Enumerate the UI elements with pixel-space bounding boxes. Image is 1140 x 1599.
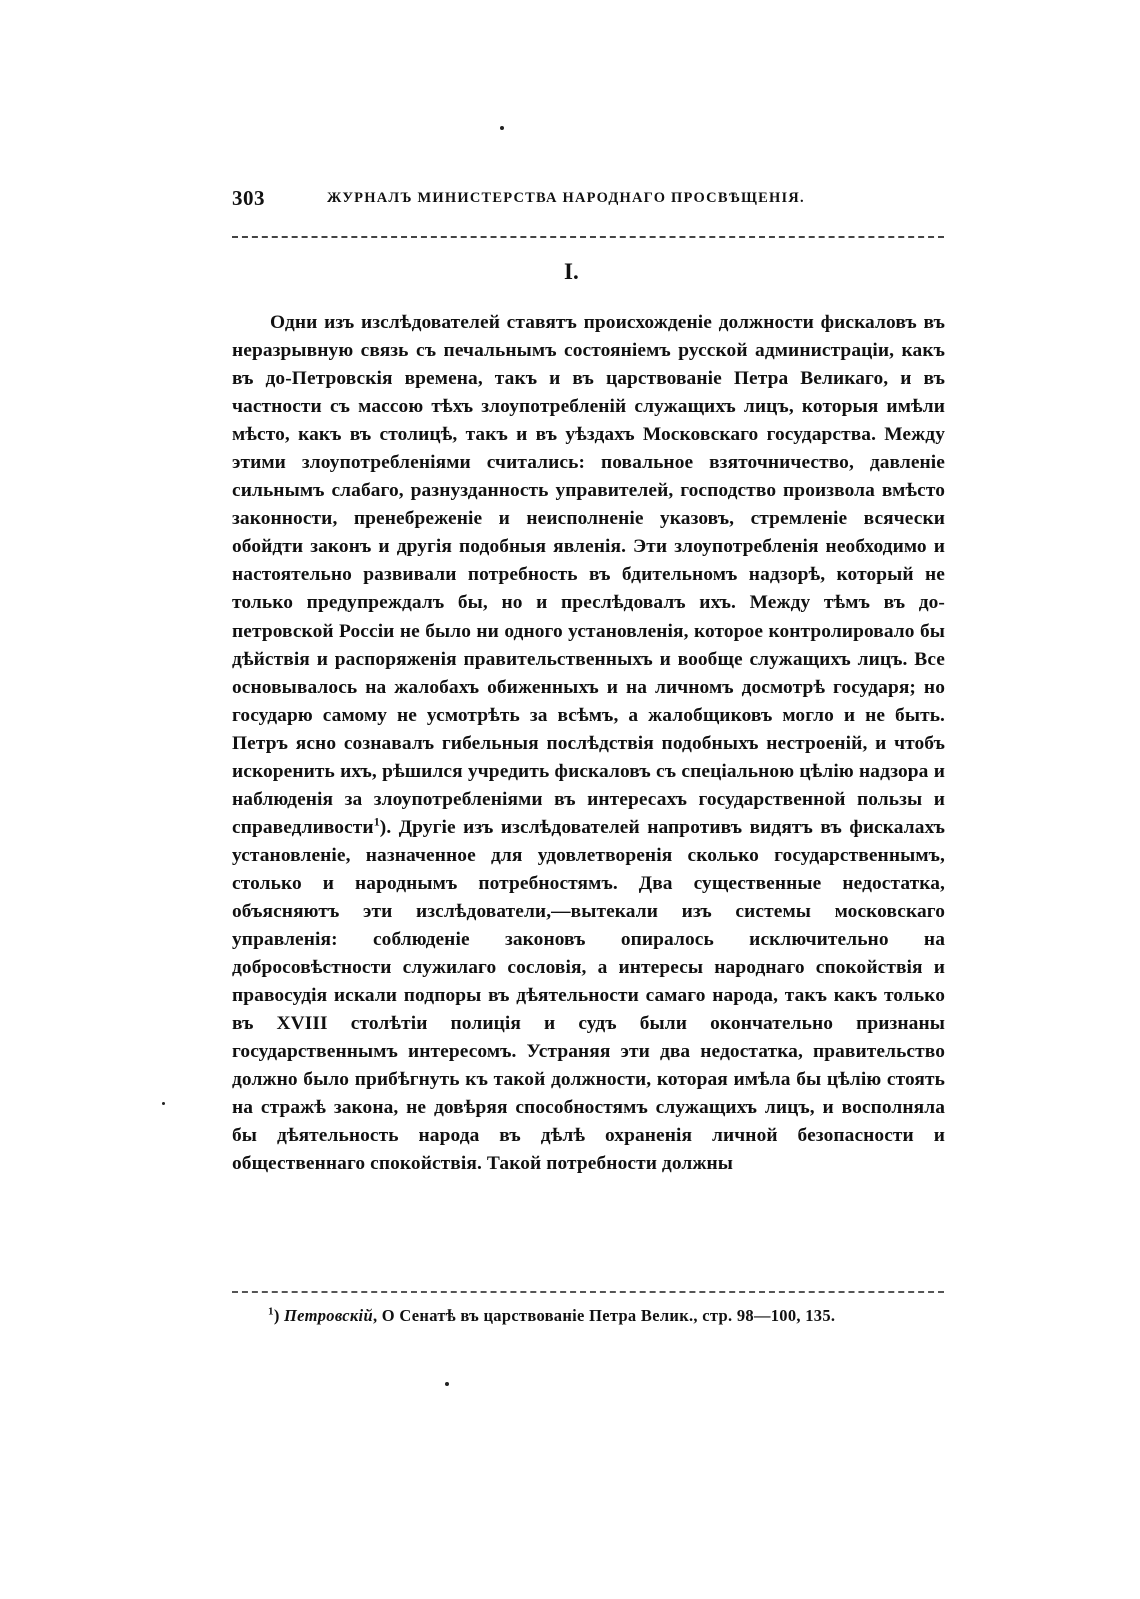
print-speck: [162, 1102, 165, 1105]
header-rule: [232, 236, 944, 238]
footnote: [268, 1306, 958, 1326]
body-text-part-2: ). Другіе изъ изслѣдователей напротивъ видятъ въ фискалахъ установленіе, назначенное для удовлетворенія сколько государственнымъ, столько и народнымъ потребностямъ. Два существенные недостатка, объясняютъ эти изслѣдователи,—вытекали изъ системы московскаго управленія: соблюденіе законовъ опиралось исключительно на добросовѣстности служилаго сословія, а интересы народнаго спокойствія и правосудія искали подпоры въ дѣятельности самаго народа, такъ какъ только въ XVIII столѣтіи полиція и судъ были окончательно признаны государственнымъ интересомъ. Устраняя эти два недостатка, правительство должно было прибѣгнуть къ такой должности, которая имѣла бы цѣлію стоять на стражѣ закона, не довѣряя способностямъ служащихъ лицъ, и восполняла бы дѣятельность народа въ дѣлѣ охраненія личной безопасности и общественнаго спокойствія. Такой потребности должны: [232, 816, 945, 1175]
body-text-part-1: Одни изъ изслѣдователей ставятъ происхожденіе должности фискаловъ въ неразрывную связь съ печальнымъ состояніемъ русской администраціи, какъ въ до-Петровскія времена, такъ и въ царствованіе Петра Великаго, и въ частности съ массою тѣхъ злоупотребленій служащихъ лицъ, которыя имѣли мѣсто, какъ въ столицѣ, такъ и въ уѣздахъ Московскаго государства. Между этими злоупотребленіями считались: повальное взяточничество, давленіе сильнымъ слабаго, разнузданность управителей, господство произвола вмѣсто законности, пренебреженіе и неисполненіе указовъ, стремленіе всячески обойдти законъ и другія подобныя явленія. Эти злоупотребленія необходимо и настоятельно развивали потребность въ бдительномъ надзорѣ, который не только предупреждалъ бы, но и преслѣдовалъ ихъ. Между тѣмъ въ до-петровской Россіи не было ни одного установленія, которое контролировало бы дѣйствія и распоряженія правительственныхъ и вообще служащихъ лицъ. Все основывалось на жалобахъ обиженныхъ и на личномъ досмотрѣ государя; но государю самому не усмотрѣть за всѣмъ, а жалобщиковъ могло и не быть. Петръ ясно сознавалъ гибельныя послѣдствія подобныхъ нестроеній, и чтобъ искоренить ихъ, рѣшился учредить фискаловъ съ спеціальною цѣлію надзора и наблюденія за злоупотребленіями въ интересахъ государственной пользы и справедливости: [232, 312, 945, 838]
footnote-rule: [232, 1291, 944, 1293]
footnote-paren: ): [273, 1306, 280, 1325]
footnote-author: Петровскій: [284, 1306, 373, 1325]
print-speck: [500, 126, 504, 130]
footnote-text: , О Сенатѣ въ царствованіе Петра Велик., стр. 98—100, 135.: [372, 1306, 836, 1325]
footnote-reference: 1: [373, 814, 380, 829]
running-header: [232, 186, 852, 216]
print-speck: [445, 1382, 449, 1386]
body-paragraph: [232, 309, 945, 1178]
footnote-mark: 1: [268, 1305, 274, 1318]
section-number: I.: [564, 259, 579, 284]
running-title: ЖУРНАЛЪ МИНИСТЕРСТВА НАРОДНАГО ПРОСВѢЩЕНІЯ.: [327, 190, 805, 206]
page-number: 303: [232, 186, 265, 210]
